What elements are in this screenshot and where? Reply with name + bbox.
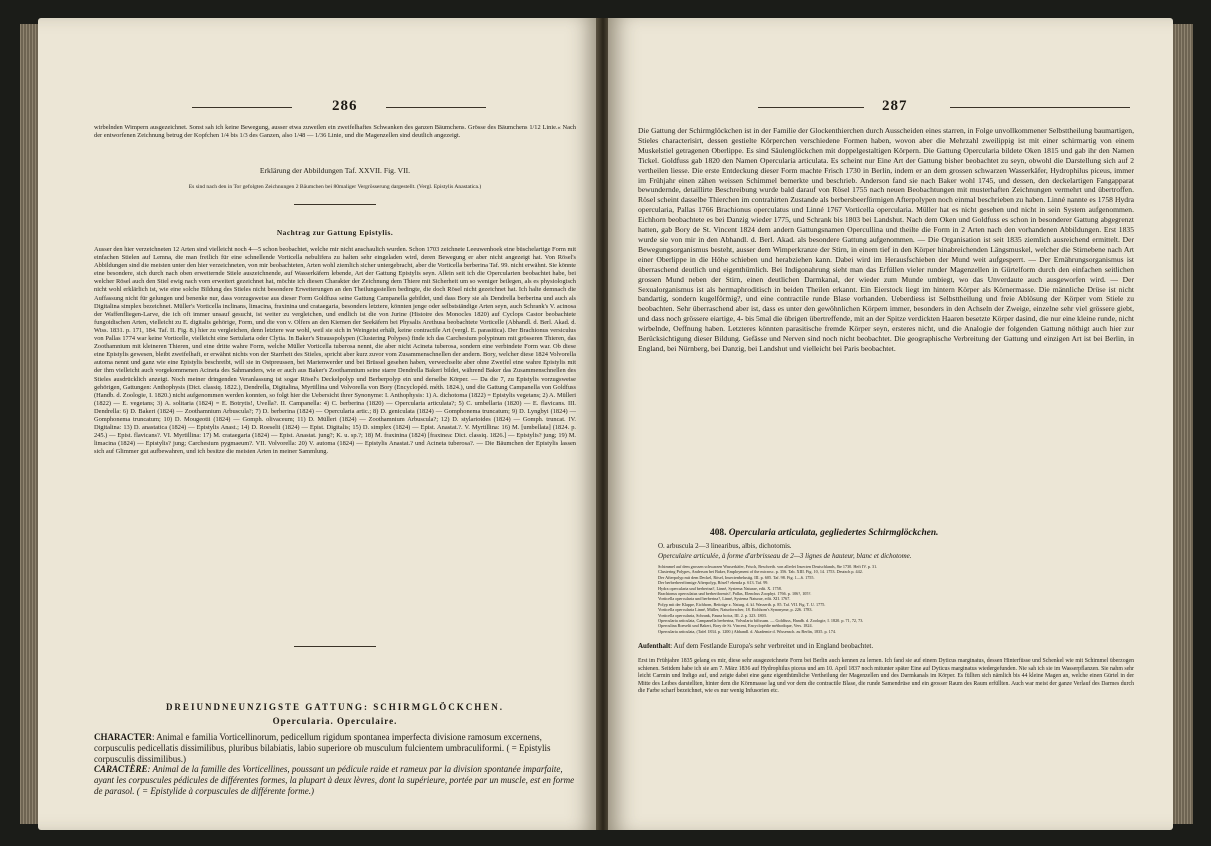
body-paragraph: Ausser den hier verzeichneten 12 Arten sind vielleicht noch 4—5 schon beobachtet, welche mir nicht anschaulich wurden. Schon 1703 zeichnete Leeuwenhoek eine büschelartige Form mit einfachen Stielen auf Lemna, die man freilich für eine schnellende Vorticella nebulifera zu halten sehr eingeladen wird, deren Bewegung er aber nicht angezeigt hat. Von Rösel's Abbildungen sind die meisten unter den hier verzeichneten, von mir beobachteten, Arten wohl ziemlich sicher untergebracht, aber die Vorticella berberina Taf. 99. nicht erwähnt. Sie könnte eine besondere, sich durch nach oben erweiternde Stiele auszeichnende, auf Wasserkäfern lebende, Art der Gattung Epistylis seyn. Allein seit ich die Opercularien beobachtet habe, bei welcher Rösel auch den Stiel ewig nach vorn erweitert gezeichnet hat, möchte ich diesen Charakter der Zeichnung dem Thiere mit Sicherheit um so weniger beilegen, als es physiologisch nicht wohl erklärlich ist, wie eine solche Bildung des Stieles nicht besondere Erweiterungen an den Theilungsstellen bedingte, die doch Rösel nicht gezeichnet hat. Ich halte demnach die Auffassung nicht für gelungen und benenke nur, dass vorzugsweise aus dieser Form Goldfuss seine Gattung Campanella gebildet, und dass Bory sie als Dendrella berberina und auch als Digitalina simplex bezeichnet. Müller's Vorticella inclinans, limacina, fraxinina und crataegaria, besonders letztere, könnten jenge oder selbstständige Arten seyn, auch Schrank's V. acinosa der Waffenfliegen-Larve, die ich oft immer unsauf gesucht, ist weiter zu vergleichen, und endlich ist die von Jurine (Histoire des Monocles 1820) auf Cyclops Castor beobachtete fungoidischen Arten, vielleicht zu E. digitalis gehörige, Form, und die von v. Olfers an den Kiemen der Seekäfern bei Physalis Arethusa beobachtete Vorticelle (Abhandl. d. Berl. Akad. d. Wiss. 1831. p. 171, 184. Taf. II. Fig. 8.) hier zu vergleichen, denn letztere war wohl, weil sie sich in Weingeist erhält, keine contractile Art (vergl. E. parasitica). Der Brachionus versiculus von Pallas 1774 war keine Vorticelle, vielleicht eine Sertularia oder Clytia. In Baker's Strausspolypen (Clustering Polypes) finde ich das Carchesium polypinum mit grösseren Thieren, das Zoothamnium mit kleineren Thieren, und eine dritte wahre Form, welche Müller Vorticella tuberosa nennt, die aber nicht Acineta tuberosa, sondern eine verbindete Form war. Ob diese eine Epistylis gewesen, bleibt zweifelhaft, er erwähnt nichts von der Starrheit des Stieles, spricht aber kurz zuvor vom Zusammenschnellen der andern. Bory, welcher diese 1824 Volvorella automa nennt und ganz wie eine Epistylis beschreibt, will sie in Ostpreussen, bei Marienwerder und bei Brüssel gesehen haben, verwechselte aber ohne Zweifel eine wahre Epistylis mit der ihm vielleicht auch vorgekommenen Acineta des Sahmanders, wie er auch aus Baker's Zoothamnium seine starre Dendrella Bakeri bildet, während Baker das Zusammenschnellen des Stieles ausdrücklich anzeigt. Noch meiner dringenden Veranlassung ist sogar Rösel's Deckelpolyp und Berberpolyp ein und derselbe Körper. — Da die 7, zu Epistylis vorzugsweise gehörigen, Gattungen: Anthophysis (Dict. classiq. 1822.), Dendrella, Digitalina, Myrtillina und Volvorella von Bory (Encyclopéd. méth. 1824.), und die Gattung Campanella von Goldfuss (Handb. d. Zoologie, I. 1820.) nicht aufgenommen werden konnten, so folgt hier die Uebersicht ihrer Synonyme: I. Anthophysis: 1) A. dichotoma (1822) = Epistylis vegetans; 2) A. Mülleri (1822) — E. vegetans; 3) A. solitaria (1824) = E. Botrytis!, Uvella?. II. Campanella: 4) C. berberina (1820) — Opercularia articulata?; 5) C. umbellaria (1820) — E. flavicans. III. Dendrella: 6) D. Bakeri (1824) — Zoothamnium Arbuscula?; 7) D. berberina (1824) — Opercularia artic.; 8) D. geniculata (1824) — Gomphonema truncatum; 9) D. Lyngbyi (1824) — Gomphonema truncatum; 10) D. Mougeotii (1824) — Gomph. olivaceum; 11) D. Mülleri (1824) — Zoothamnium Arbuscula?; 12) D. stylarioides (1824) — Gomph. truncat. IV. Digitalina: 13) D. anastatica (1824) — Epistylis Anast.; 14) D. Roeselii (1824) — Epist. Digitalis; 15) D. simplex (1824) — Epist. Anastat.?. V. Myrtillina: 16) M. [umbellata] (1824. p. 245.) — Epist. flavicans?. VI. Myrtillina: 17) M. crataegaria (1824) — Epist. Anastat. jung?; K. u. sp.?; 18) M. fraxinina (1824) [fraxinea: Dict. classiq. 1826.] — Epistylis? jung; 19) M. limacina (1824) — Epistylis? jung; Carchesium pygmaeum?. VII. Volvorella: 20) V. automa (1824) — Epistylis Anastat.? und Acineta tuberosa?. — Die Bäumchen der Epistylis lassen sich auf Glimmer gut aufbewahren, und ich besitze die meisten Arten in meiner Sammlung. <box>94 246 576 456</box>
right-page-number: 287 <box>882 98 908 114</box>
species-heading <box>710 528 938 538</box>
synonymy-entry: Vorticella opercularia, Schrank, Fauna boica, III. 2. p. 323. 1803. <box>658 612 767 618</box>
character-block: CHARACTER: Animal e familia Vorticellinorum, pedicellum rigidum spontanea imperfecta divisione ramosum excernens, corpusculis pedicellatis dissimilibus, pluribus bilabiatis, labio superiore ob musculum fulcientem umbraculiformi. ( = Epistylis corpusculis dissimilibus.) <box>94 732 551 764</box>
closing-paragraph: Erst im Frühjahre 1835 gelang es mir, diese sehr ausgezeichnete Form bei Berlin auch kennen zu lernen. Ich fand sie auf einem Dyticus marginatus, dessen Hinterfüsse und Schenkel wie mit Schimmel überzogen schienen. Seitdem habe ich sie am 7. März 1836 auf Hydrophilus piceus und am 10. April 1837 noch mitunter später Eine auf Dyticus marginatus wiedergefunden. Nie sah ich sie im Wasserpflanzen. Sie nahm sehr leicht Carmin und Indigo auf, und zeigte dabei eine ganz eigenthümliche Vertheilung der Magenzellen und des Darmkanals im Körper. Es füllten sich nämlich bis 44 kleine Magen an, welche einen Gürtel in der Mitte des Leibes darstellten, hinter dem die Körnmasse lag und vor dem die contractile Blase, die runde Samendrüse und ein grosser Raum des Raum erfüllten. Auch war meist der ganze Verlauf des Darmes durch die Farbe scharf bezeichnet, wie es nur wenig Infusorien etc. <box>638 658 1134 695</box>
synonymy-entry: Schimmel auf dem grossen schwarzen Wasserkäfer, Frisch, Beschreib. von allerlei Insecten Deutschlands, 8te 1730. Heft IV. p. 31. <box>658 564 878 569</box>
intro-paragraph: wirbelnden Wimpern ausgezeichnet. Sonst sah ich keine Bewegung, ausser etwa zuweilen ein zweifelhaftes Schwanken des ganzen Bäumchens. Grösse des Bäumchens 1/12 Linie.« Nach der entworfenen Zeichnung betrug der Kopfchen 1/4 bis 1/3 des Ganzen, also 1/48 — 1/36 Linie, und die Magenzellen sind deutlich angezeigt. <box>94 124 576 140</box>
species-number: 408. <box>710 528 727 538</box>
figure-caption: Erklärung der Abbildungen Taf. XXVII. Fig. VII. <box>259 166 411 175</box>
synonymy-entry: Der berberbeerförmige Afterpolyp, Rösel? ebenda p. 613. Taf. 99. <box>658 580 769 586</box>
synonymy-entry: Opercularia articulata, (Tafel 1834. p. 1200.) Abhandl. d. Akademie d. Wissensch. zu Berlin, 1835. p. 174. <box>658 628 836 634</box>
character-label: CHARACTER <box>94 732 153 742</box>
aufenthalt-line: Aufenthalt: Auf dem Festlande Europa's sehr verbreitet und in England beobachtet. <box>638 642 874 650</box>
synonymy-entry: Der Afterpolyp mit dem Deckel, Rösel, Insectenbelustig. III. p. 605. Taf. 98. Fig. 1—6. 1755. <box>658 574 815 580</box>
species-title: Opercularia articulata, gegliedertes Schirmglöckchen. <box>728 528 939 538</box>
synonymy-entry: Clustering Polypes, Anderson bei Baker, Employment of the microsc. p. 356. Tab. XIII. Fig. 10, 14. 1753. Deutsch p. 442. <box>658 569 863 575</box>
header-rule-right <box>950 107 1130 108</box>
synonymy-list <box>658 564 1128 634</box>
character-synonym: ( = Epistylis corpusculis dissimilibus.) <box>94 743 551 764</box>
synonymy-entry: Hydra opercularia und berberina?, Linné, Systema Naturae, edit. X. 1758. <box>658 585 782 591</box>
body-paragraph: Die Gattung der Schirmglöckchen ist in der Familie der Glockenthierchen durch Ausscheiden eines starren, in Folge unvollkommener Selbsttheilung baumartigen, Stieles characterisirt, dessen gestielte Körperchen verschiedene Formen haben, wovon aber die Mehrzahl zweilippig ist mit einer schirmartig von einem Muskelstiel getragenen Oberlippe. Es sind Säulenglöckchen mit doppelgestaltigen Körpern. Die Gattung Opercularia bildete Oken 1815 und gab ihr den Namen Tickel. Goldfuss gab 1820 den Namen Opercularia articulata. Es scheint nur Eine Art der Gattung bisher beobachtet zu seyn, obwohl die Darstellung sich auf 2 vertheilen liesse. Die erste Entdeckung dieser Form machte Frisch 1730 in Berlin, indem er an dem grossen schwarzen Wasserkäfer, Hydrophilus piceus, immer im Frühjahr einen zähen weissen Schimmel bemerkte und beschrieb. Anderson fand sie nach Baker wohl 1745, und dessen, den deckelartigen Fangapparat bewundernde, detaillirte Beschreibung wurde bald darauf von Rösel 1755 nach neuen Beobachtungen mit musterhaften Zeichnungen vermehrt und übertroffen. Rösel scheint dasselbe Thierchen im contrahirten Zustande als berbersbeerförmigen Afterpolypen noch einmal beschrieben zu haben. Linné nannte es 1758 Hydra opercularia, Pallas 1766 Brachionus operculatus und Linné 1767 Vorticella opercularia. Müller hat es nicht gesehen und nicht in sein System aufgenommen. Eichhorn beobachtete es bei Danzig wieder 1775, und Schrank bis 1803 bei Landshut. Nach dem Oken und Goldfuss es schon in besonderer Gattung abgegrenzt hatten, gab Bory de St. Vincent 1824 dem andern Gattungsnamen Opercullina und theilte die Form in 2 Arten nach den vorhandenen Abbildungen. Erst 1835 wurde sie von mir in den Abhandl. d. Berl. Akad. als besondere Gattung aufgenommen. — Die Organisation ist seit 1835 ziemlich ausreichend ermittelt. Der Bewegungsorganismus besteht, ausser dem Wimperkranze der Stirn, in einem tief in den Körper hinabreichenden Längsmuskel, welcher die Stirnebene nach Art einer Oberlippe in die Höhe schieben und herabziehen kann. Dabei wird im Herausfschieben der Mund weit aufgesperrt. — Der Ernährungsorganismus ist überraschend deutlich und eigenthümlich. Bei Indigonahrung sieht man das Erfüllen vieler runder Magenzellen in Gürtelform durch den einfachen seitlichen grossen Mund neben der Stirn, einen deutlichen Darmkanal, der wieder zum Munde umbiegt, wo das Unverdaute auch ausgeworfen wird. — Der Sexualorganismus ist als hermaphroditisch in beiden Theilen erkannt. Ein Eierstock liegt im hintern Körper als Körnermasse. Die männliche Drüse ist nicht bandartig, sondern kugelförmig?, und eine contractile runde Blase vorhanden. Ueberdiess ist Selbsttheilung und freie Ablösung der Körper vom Stiele zu beobachten. Sehr überraschend aber ist, dass es unter den gewöhnlichen Körpern immer, besonders in den Achseln der Zweige, einzelne sehr viel grössere giebt, und dass noch grössere eiartige, 4- bis 5mal die übrigen übertreffende, mit an der Spitze verdickten Haaren besetzte Körper dasind, die nur eine kleine runde, nicht wirbelnde, Oeffnung haben. Letzteres könnten parasitische fremde Körper seyn, ersteres nicht, und die Analogie der folgenden Gattung nöthigt auch hier zur Berücksichtigung dieser Bildung. Gefässe und Nerven sind noch nicht beobachtet. Die geographische Verbreitung der Gattung und einzigen Art ist bei Berlin, in England, bei Nürnberg, bei Danzig, bei Landshut und vielleicht bei Paris beobachtet. <box>638 126 1134 353</box>
synonymy-entry: Brachionus operculatus und berberiformis?, Pallas, Elenchus Zoophyt. 1766. p. 106?, 105?. <box>658 591 812 597</box>
synonymy-entry: Opercularia articulata, Campanella berberina, Volvularia bifissum. — Goldfuss, Handb. d. Zoologie, I. 1820. p. 71, 72, 73. <box>658 618 864 624</box>
synonymy-entry: Vorticella opercularia und berberina?, Linné, Systema Naturae, edit. XII. 1767. <box>658 596 791 602</box>
synonymy-entry: Polyp mit der Klappe, Eichhorn, Beiträge z. Naturg. d. kl. Wassertb. p. 85. Taf. VII. Fig. T. U. 1775. <box>658 601 826 607</box>
species-latin: O. arbuscula 2—3 linearibus, albis, dichotomis. <box>658 542 792 550</box>
caractere-block: CARACTÈRE: Animal de la famille des Vorticellines, poussant un pédicule raide et rameux par la division spontanée imparfaite, ayant les corpuscules pédicules de différentes formes, la plupart à deux lèvres, dont la supérieure, portée par un muscle, est en forme de parasol. ( = Epistylide à corpuscules de différente forme.) <box>94 764 575 796</box>
figure-note: Es sind nach den in Tor gefolgten Zeichnungen 2 Bäumchen bei 80maliger Vergrösserung dargestellt. (Vergl. Epistylis Anastatica.) <box>188 184 482 190</box>
caractere-text: Animal de la famille des Vorticellines, poussant un pédicule raide et rameux par la division spontanée imparfaite, ayant les corpuscules pédicules de différentes formes, la plupart à deux lèvres, dont la supérieure, portée par un muscle, est en forme de parasol. <box>94 764 575 796</box>
separator-2 <box>294 646 376 647</box>
aufenthalt-text: Auf dem Festlande Europa's sehr verbreitet und in England beobachtet. <box>673 642 874 650</box>
genus-latin-name: Opercularia. Operculaire. <box>272 716 398 726</box>
section-title: Nachtrag zur Gattung Epistylis. <box>276 228 394 237</box>
caractere-label: CARACTÈRE <box>94 764 148 774</box>
left-page-number: 286 <box>332 98 358 114</box>
caractere-synonym: ( = Epistylide à corpuscules de différente forme.) <box>136 786 314 796</box>
right-page <box>608 18 1173 830</box>
character-text: Animal e familia Vorticellinorum, pedicellum rigidum spontanea imperfecta divisione ramosum excernens, corpusculis pedicellatis dissimilibus, pluribus bilabiatis, labio superiore ob musculum fulcientem umbraculiformi. <box>94 732 542 753</box>
left-page-edge <box>20 24 38 824</box>
left-page <box>38 18 598 830</box>
header-rule-left <box>758 107 864 108</box>
aufenthalt-label: Aufenthalt <box>638 642 671 650</box>
right-page-edge <box>1173 24 1193 824</box>
synonymy-entry: Vorticella opercularia Linné, Müller, Naturforscher, 18. Eichhorn's Synonyme, p. 226. 1783. <box>658 607 813 613</box>
species-french: Operculaire articulée, à forme d'arbrisseau de 2—3 lignes de hauteur, blanc et dichotome. <box>658 552 912 560</box>
genus-heading: DREIUNDNEUNZIGSTE GATTUNG: SCHIRMGLÖCKCHEN. <box>165 702 505 712</box>
separator <box>294 204 376 205</box>
header-rule-right <box>386 107 486 108</box>
synonymy-entry: Operculina Roeselii und Bakeri, Bory de St. Vincent, Encyclopédie méthodique, Vers. 1824. <box>658 623 813 629</box>
header-rule-left <box>192 107 292 108</box>
